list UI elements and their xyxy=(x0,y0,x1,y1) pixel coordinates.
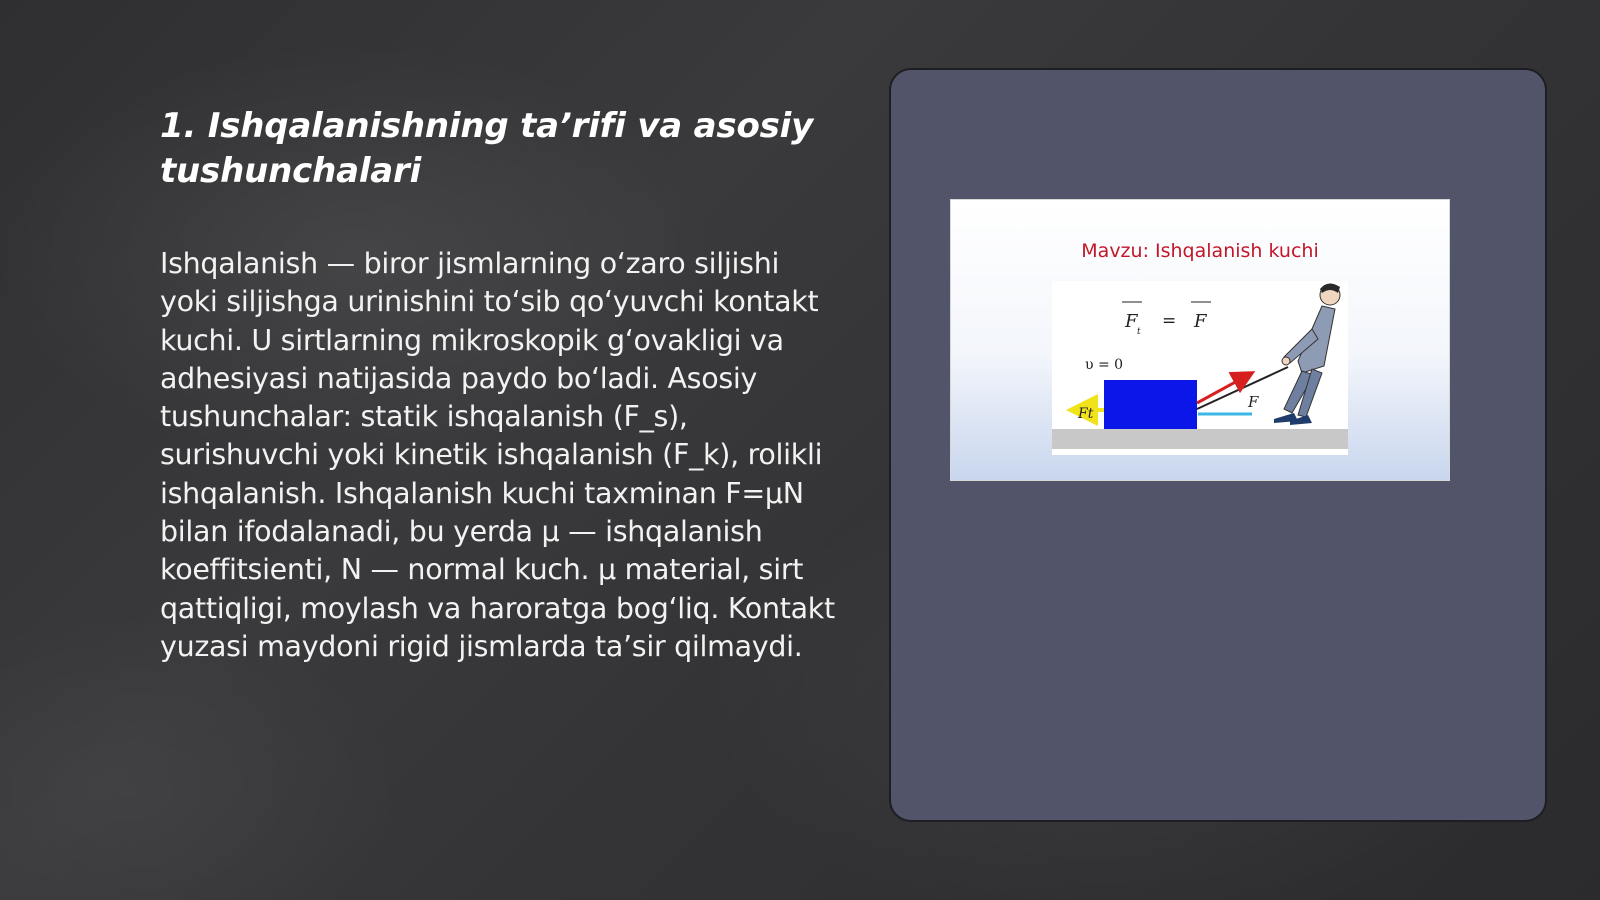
equation-right: F xyxy=(1194,311,1207,332)
equation-equals: = xyxy=(1162,311,1177,331)
friction-illustration xyxy=(1052,281,1348,455)
slide-body-text: Ishqalanish — biror jismlarning o‘zaro siljishi yoki siljishga urinishini to‘sib qo‘yuvchi kontakt kuchi. U sirtlarning mikroskopik g‘ovakligi va adhesiyasi natijasida paydo bo‘ladi. Asosiy tushunchalar: statik ishqalanish (F_s), surishuvchi yoki kinetik ishqalanish (F_k), rolikli ishqalanish. Ishqalanish kuchi taxminan F=μN bilan ifodalanadi, bu yerda μ — ishqalanish koeffitsienti, N — normal kuch. μ material, sirt qattiqligi, moylash va haroratga bog‘liq. Kontakt yuzasi maydoni rigid jismlarda ta’sir qilmaydi. xyxy=(160,247,835,663)
equation-left-sub: t xyxy=(1137,327,1141,337)
pull-label: F xyxy=(1248,393,1259,411)
slide-title: 1. Ishqalanishning ta’rifi va asosiy tushunchalari xyxy=(160,106,814,191)
friction-figure xyxy=(950,199,1450,481)
floor-surface xyxy=(1052,429,1348,449)
figure-title: Mavzu: Ishqalanish kuchi xyxy=(1081,240,1319,262)
friction-label: Ft xyxy=(1078,406,1094,422)
block xyxy=(1104,380,1197,429)
equation-left: F xyxy=(1125,311,1138,332)
velocity-label: υ = 0 xyxy=(1085,357,1124,373)
